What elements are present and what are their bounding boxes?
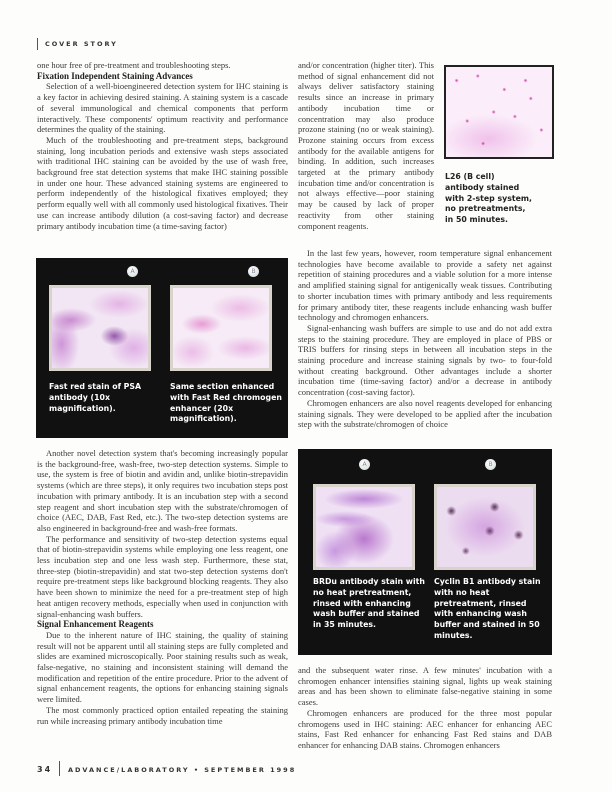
paragraph: In the last few years, however, room temperature signal enhancement technologies have become available to provide a safety net against repetition of staining procedures and a viable solution for a more intense and amplified staining signal for antigenically weak tissues. Contributing to shorter incubation times with primary antibody and less requirements for primary antibody titer, these reagents include enhancing wash buffer technology and chromogen enhancers. xyxy=(298,248,552,323)
paragraph: The performance and sensitivity of two-step detection systems equal that of biotin-strepavidin systems while employing one less reagent, one less incubation step and one less wash step. Furthermore, these stat, three-step (biotin-strepavidin) and stat two-step detection systems don't require pre-treatment steps like background blocking reagents. They also have been shown to minimize the need for a pre-treatment step of high heat antigen recovery methods, especially when used in conjunction with signal-enhancing wash buffers. xyxy=(37,533,288,619)
figure-label-a: A xyxy=(127,266,138,277)
paragraph: and the subsequent water rinse. A few minutes' incubation with a chromogen enhancer intensifies staining signal, lights up weak staining areas and has been shown to eliminate false-negative staining in some cases. xyxy=(298,665,552,708)
figure-caption-b: Cyclin B1 antibody stain with no heat pretreatment, rinsed with enhancing wash buffer and stained in 50 minutes. xyxy=(434,577,541,640)
page-number: 34 xyxy=(37,765,53,774)
publication-line: ADVANCE/LABORATORY • SEPTEMBER 1998 xyxy=(68,766,297,774)
paragraph: The most commonly practiced option entailed repeating the staining run while increasing primary antibody incubation time xyxy=(37,704,288,726)
footer-rule xyxy=(59,761,60,776)
micrograph-l26 xyxy=(444,65,554,159)
figure-caption-a: Fast red stain of PSA antibody (10x magnification). xyxy=(49,382,142,413)
paragraph: Signal-enhancing wash buffers are simple to use and do not add extra steps to the staining procedure. They are employed in place of PBS or TRIS buffers for rinsing steps in between all incubation steps in the staining procedure and increase staining signals by two- to four-fold without creating background. Other advantages include a shorter incubation time (time-saving factor) and/or a decrease in antibody concentration (cost-saving factor). xyxy=(298,322,552,398)
paragraph: Another novel detection system that's becoming increasingly popular is the background-free, wash-free, two-step detection systems. Simple to use, the system is free of biotin and avidin and, unlike biotin-strepavidin systems (which are three steps), it only requires two incubation steps post incubation with primary antibody. It is an incubation step with a second step reagent and short incubation step with the substrate/chromogen of choice (AEC, DAB, Fast Red, etc.). The two-step detection systems are also engineered in background-free and wash-free formats. xyxy=(37,448,288,533)
paragraph: Due to the inherent nature of IHC staining, the quality of staining result will not be apparent until all staining steps are fully completed and slides are examined microscopically. Poor staining results such as weak, false-negative, no staining and inconsistent staining will demand the modification and repetition of the entire procedure. Prior to the advent of signal enhancement reagents, the options for enhancing staining signals were limited. xyxy=(37,629,288,705)
figure-label-a: A xyxy=(359,459,370,470)
figure-label-b: B xyxy=(248,266,259,277)
figure-caption-b: Same section enhanced with Fast Red chromogen enhancer (20x magnification). xyxy=(170,382,282,424)
micrograph-cyclin xyxy=(434,484,536,570)
left-column-bottom xyxy=(37,448,288,726)
right-column-middle xyxy=(298,248,552,430)
paragraph: Selection of a well-bioengineered detection system for IHC staining is a key factor in achieving desired staining. A staining system is a cascade of several immunological and chemical components that perform interactively. These components' optimum reactivity and performance determines the quality of the staining. xyxy=(37,81,288,135)
figure-wash-buffer xyxy=(298,449,552,655)
paragraph: Much of the troubleshooting and pre-treatment steps, background staining, long incubation periods and extensive wash steps associated with traditional IHC staining can be avoided by the use of wash free, background free stat detection systems that make IHC staining possible in under one hour. These advanced staining systems are engineered to perform independently of the histological fixatives employed; they perform equally well with all commonly used histological fixatives. Their use can increase antibody dilution (a cost-saving factor) and decrease primary antibody incubation time (a time-saving factor) xyxy=(37,134,289,231)
micrograph-brdu xyxy=(313,484,415,570)
figure-psa-stain xyxy=(36,258,288,438)
left-column-top xyxy=(37,60,288,231)
section-heading: Signal Enhancement Reagents xyxy=(37,619,154,630)
right-column-bottom xyxy=(298,665,552,751)
micrograph-a xyxy=(49,285,151,371)
section-heading: Fixation Independent Staining Advances xyxy=(37,70,193,81)
paragraph: Chromogen enhancers are also novel reagents developed for enhancing staining signals. They were developed to be applied after the incubation step with the substrate/chromogen of choice xyxy=(298,397,552,430)
figure-label-b: B xyxy=(485,459,496,470)
lead-text: one hour free of pre-treatment and troubleshooting steps. xyxy=(37,60,231,70)
right-column-narrow xyxy=(298,60,434,231)
paragraph: Chromogen enhancers are produced for the three most popular chromogens used in IHC staining: AEC enhancer for enhancing AEC stains, Fast Red enhancer for enhancing Fast Red stains and DAB enhancer for enhancing DAB stains. Chromogen enhancers xyxy=(298,707,552,750)
section-kicker: COVER STORY xyxy=(45,40,118,48)
header-rule xyxy=(37,38,38,50)
micrograph-b xyxy=(170,285,272,371)
figure-caption-a: BRDu antibody stain with no heat pretreatment, rinsed with enhancing wash buffer and stained in 35 minutes. xyxy=(313,577,425,630)
paragraph: and/or concentration (higher titer). This method of signal enhancement did not always deliver satisfactory staining results since an increase in primary antibody incubation time or concentration may also produce prozone staining (no or weak staining). Prozone staining occurs from excess antibody for the available antigens for binding. In addition, such increases targeted at the primary antibody incubation time and/or concentration is not always effective—poor staining may be caused by lack of proper reactivity from other staining component reagents. xyxy=(298,60,434,231)
figure-caption-l26: L26 (B cell) antibody stained with 2-step system, no pretreatments, in 50 minutes. xyxy=(445,172,532,225)
